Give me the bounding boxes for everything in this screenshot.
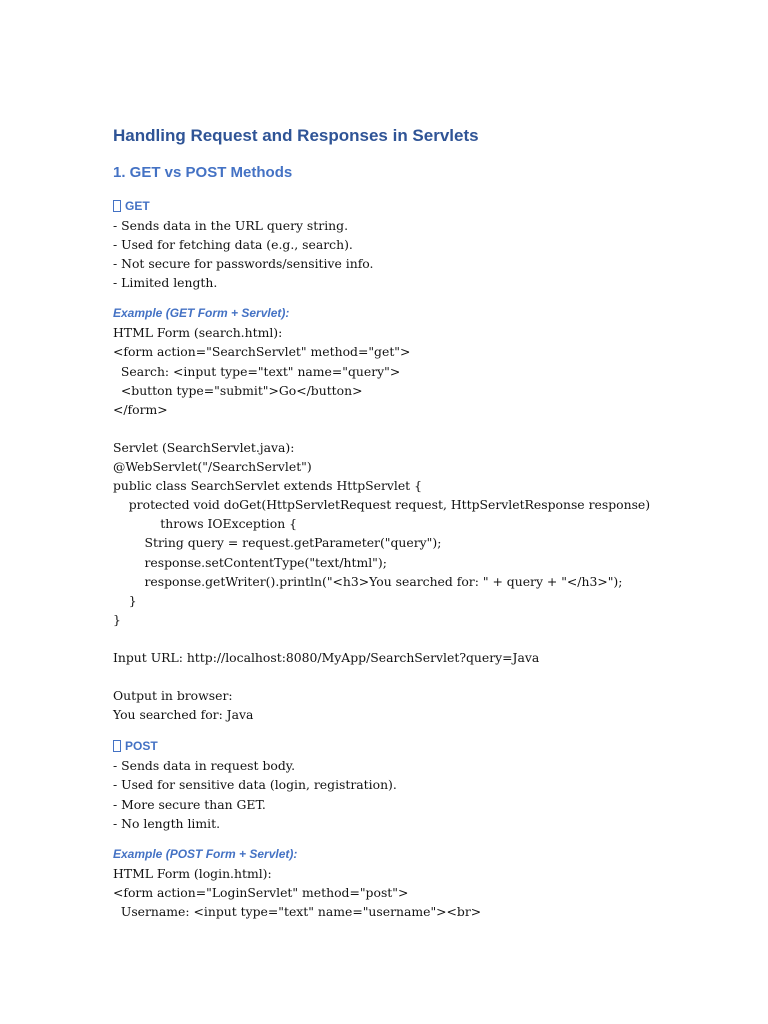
missing-glyph-icon — [113, 740, 121, 752]
code-line: } — [113, 611, 121, 627]
code-line: </form> — [113, 401, 168, 417]
code-line: <form action="SearchServlet" method="get"> — [113, 344, 411, 360]
post-heading-label: POST — [125, 739, 158, 754]
post-form-code — [113, 864, 733, 921]
get-form-code — [113, 323, 733, 418]
missing-glyph-icon — [113, 200, 121, 212]
output-block — [113, 686, 733, 724]
spacer — [113, 629, 733, 648]
code-line: Servlet (SearchServlet.java): — [113, 439, 295, 455]
code-line: <form action="LoginServlet" method="post"> — [113, 884, 409, 900]
list-item: - Used for sensitive data (login, registration). — [113, 777, 397, 793]
output-line: You searched for: Java — [113, 707, 254, 723]
list-item: - No length limit. — [113, 815, 221, 831]
output-line: Output in browser: — [113, 688, 233, 704]
get-heading-label: GET — [125, 199, 150, 213]
list-item: - Sends data in request body. — [113, 758, 296, 774]
code-line: public class SearchServlet extends HttpServlet { — [113, 478, 422, 494]
section-heading-get-vs-post: 1. GET vs POST Methods — [113, 164, 293, 181]
code-line: throws IOException { — [113, 516, 298, 532]
code-line: String query = request.getParameter("query"); — [113, 535, 442, 551]
code-line: response.setContentType("text/html"); — [113, 554, 387, 570]
spacer — [113, 667, 733, 686]
list-item: - Used for fetching data (e.g., search). — [113, 237, 353, 253]
document-content — [113, 124, 733, 921]
code-line: HTML Form (search.html): — [113, 325, 283, 341]
code-line: Username: <input type="text" name="username"><br> — [113, 903, 482, 919]
post-heading — [113, 737, 733, 756]
code-line: <button type="submit">Go</button> — [113, 382, 363, 398]
get-heading — [113, 197, 733, 216]
post-example-label: Example (POST Form + Servlet): — [113, 846, 298, 861]
code-line: HTML Form (login.html): — [113, 865, 272, 881]
document-title: Handling Request and Responses in Servlets — [113, 126, 479, 145]
code-line: response.getWriter().println("<h3>You searched for: " + query + "</h3>"); — [113, 573, 623, 589]
get-bullet-list — [113, 216, 733, 292]
code-line: } — [113, 592, 137, 608]
spacer — [113, 419, 733, 438]
get-example-label: Example (GET Form + Servlet): — [113, 306, 290, 321]
post-bullet-list — [113, 756, 733, 832]
input-url-text: Input URL: http://localhost:8080/MyApp/SearchServlet?query=Java — [113, 649, 540, 665]
code-line: Search: <input type="text" name="query"> — [113, 363, 401, 379]
code-line: protected void doGet(HttpServletRequest request, HttpServletResponse response) — [113, 497, 651, 513]
list-item: - Sends data in the URL query string. — [113, 218, 349, 233]
list-item: - Limited length. — [113, 275, 218, 291]
list-item: - More secure than GET. — [113, 796, 266, 812]
get-servlet-code — [113, 438, 733, 629]
list-item: - Not secure for passwords/sensitive info. — [113, 256, 374, 272]
code-line: @WebServlet("/SearchServlet") — [113, 459, 312, 475]
